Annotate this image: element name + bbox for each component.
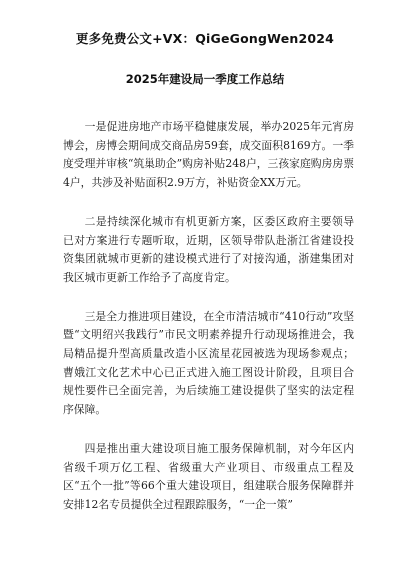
paragraph-3: 三是全力推进项目建设，在全市清洁城市“410行动”攻坚暨“文明绍兴我践行”市民文明素养提升行动现场推进会，我局精品提升型高质量改造小区流星花园被选为现场参观点；曹娥江文化艺术中心已正式进入施工图设计阶段，且项目合规性要件已全面完善，为后续施工建设提供了坚实的法定程序保障。 (63, 309, 354, 417)
promo-banner: 更多免费公文+VX：QiGeGongWen2024 (75, 31, 335, 46)
document-body (63, 118, 354, 515)
paragraph-4: 四是推出重大建设项目施工服务保障机制，对今年区内省级千项万亿工程、省级重大产业项目、市级重点工程及区“五个一批”等66个重大建设项目，组建联合服务保障群并安排12名专员提供全过程跟踪服务，“一企一策” (63, 441, 354, 511)
paragraph-1: 一是促进房地产市场平稳健康发展，举办2025年元宵房博会，房博会期间成交商品房59套，成交面积8169方。一季度受理并审核“筑巢助企”购房补贴248户，三孩家庭购房房票4户，共涉及补贴面积2.9万方，补贴资金XX万元。 (63, 120, 354, 190)
paragraph-2: 二是持续深化城市有机更新方案，区委区政府主要领导已对方案进行专题听取，近期，区领导带队赴浙江省建设投资集团就城市更新的建设模式进行了对接沟通，浙建集团对我区城市更新工作给予了高度肯定。 (63, 214, 354, 284)
document-title: 2025年建设局一季度工作总结 (125, 72, 285, 86)
